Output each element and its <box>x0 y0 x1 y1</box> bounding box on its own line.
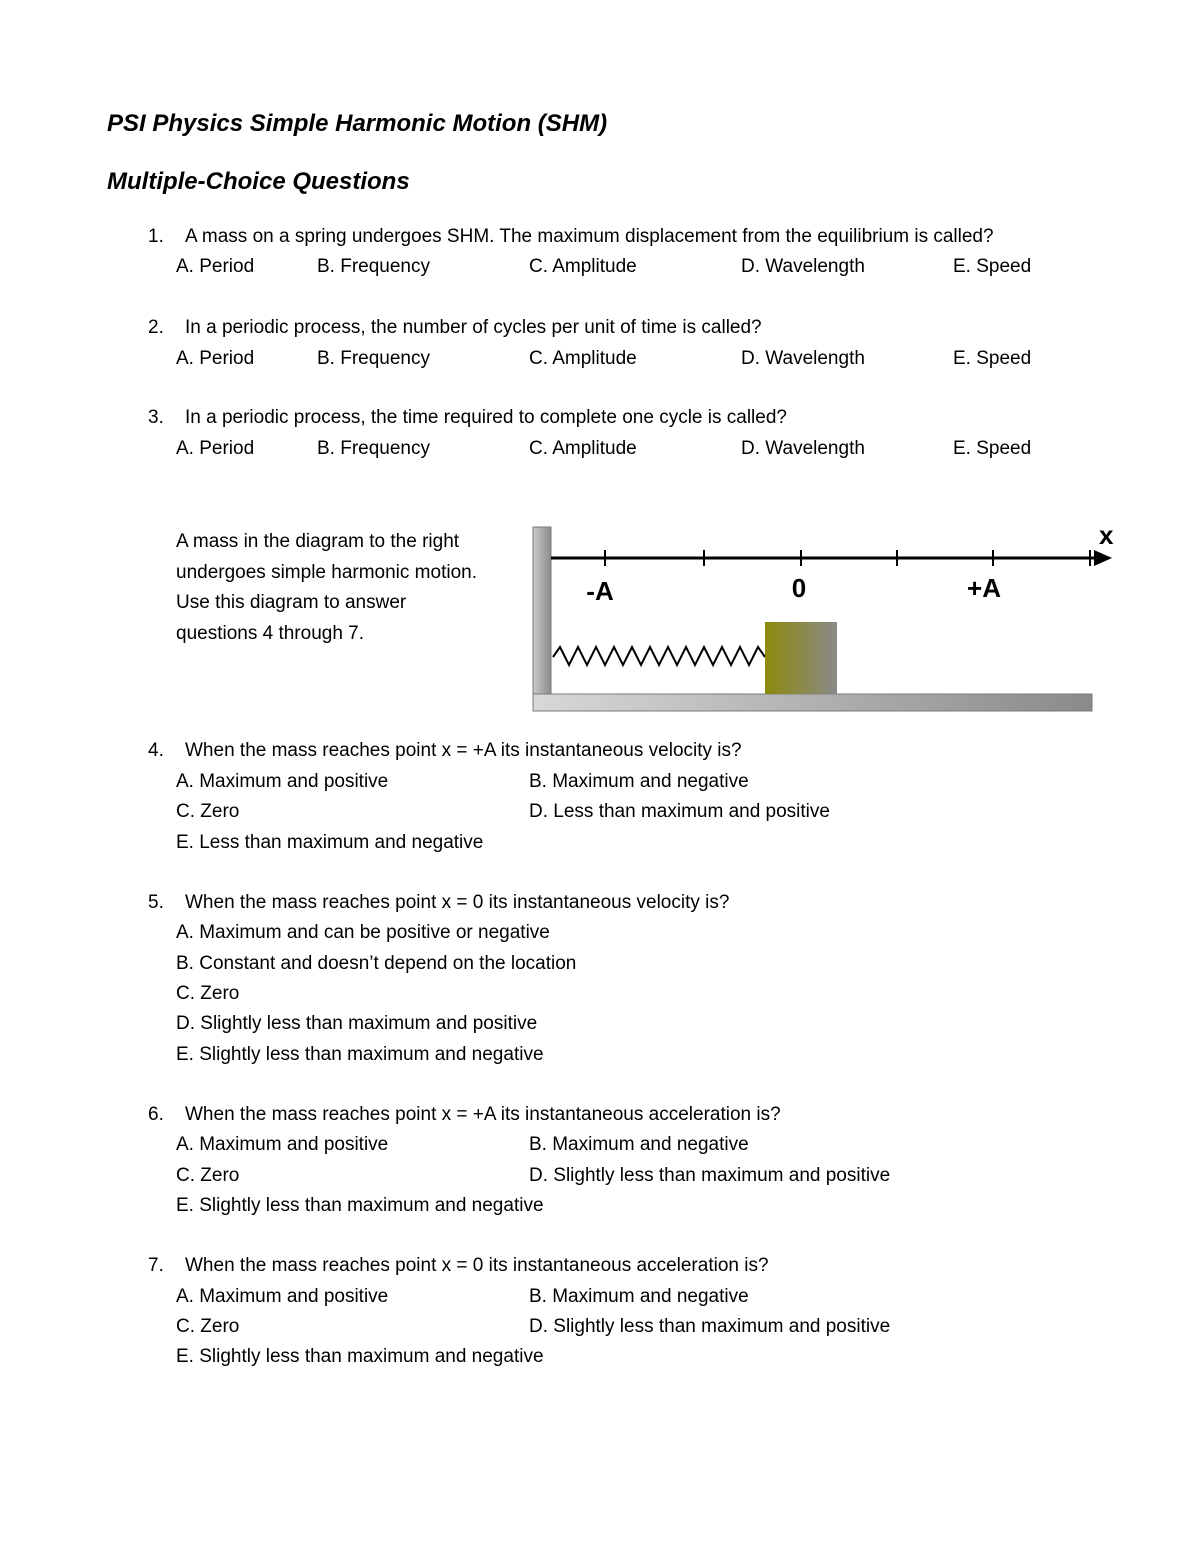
option-c: C. Zero <box>176 1316 240 1337</box>
label-minus-a: -A <box>586 576 614 606</box>
floor <box>533 694 1092 711</box>
option-b: B. Frequency <box>317 256 430 277</box>
option-b: B. Frequency <box>317 348 430 369</box>
section-title: Multiple-Choice Questions <box>107 168 410 195</box>
shm-diagram <box>530 520 1120 715</box>
mass-block <box>765 622 837 694</box>
question-text: In a periodic process, the time required to complete one cycle is called? <box>185 407 787 428</box>
option-e: E. Speed <box>953 348 1032 369</box>
option-d: D. Wavelength <box>741 438 865 459</box>
intro-line: Use this diagram to answer <box>176 592 407 613</box>
option-c: C. Zero <box>176 983 240 1004</box>
question-number: 2. <box>148 317 164 338</box>
option-c: C. Amplitude <box>529 438 637 459</box>
axis-label-x: x <box>1099 520 1114 550</box>
option-d: D. Wavelength <box>741 256 865 277</box>
question-number: 5. <box>148 892 164 913</box>
page-title: PSI Physics Simple Harmonic Motion (SHM) <box>107 110 608 137</box>
question-number: 6. <box>148 1104 164 1125</box>
question-number: 3. <box>148 407 164 428</box>
option-e: E. Speed <box>953 438 1032 459</box>
option-b: B. Maximum and negative <box>529 771 749 792</box>
x-axis-arrow <box>1094 550 1112 566</box>
intro-line: undergoes simple harmonic motion. <box>176 561 477 583</box>
option-e: E. Slightly less than maximum and negative <box>176 1044 544 1065</box>
option-c: C. Amplitude <box>529 256 637 277</box>
option-b: B. Maximum and negative <box>529 1286 749 1307</box>
option-b: B. Constant and doesn’t depend on the location <box>176 953 577 974</box>
question-text: When the mass reaches point x = 0 its instantaneous acceleration is? <box>185 1255 769 1276</box>
option-a: A. Period <box>176 438 255 459</box>
question-text: A mass on a spring undergoes SHM. The maximum displacement from the equilibrium is called? <box>185 226 994 247</box>
option-d: D. Slightly less than maximum and positive <box>529 1316 891 1337</box>
option-e: E. Slightly less than maximum and negative <box>176 1195 544 1216</box>
label-plus-a: +A <box>967 573 1001 603</box>
option-a: A. Period <box>176 348 255 369</box>
question-number: 7. <box>148 1255 164 1276</box>
option-b: B. Frequency <box>317 438 430 459</box>
option-e: E. Speed <box>953 256 1032 277</box>
option-d: D. Wavelength <box>741 348 865 369</box>
question-text: In a periodic process, the number of cycles per unit of time is called? <box>185 317 762 338</box>
label-zero: 0 <box>791 573 807 603</box>
option-e: E. Less than maximum and negative <box>176 832 484 853</box>
intro-line: questions 4 through 7. <box>176 622 365 644</box>
option-c: C. Amplitude <box>529 348 637 369</box>
spring <box>553 647 765 665</box>
option-d: D. Slightly less than maximum and positive <box>176 1013 538 1034</box>
option-a: A. Maximum and positive <box>176 1286 389 1307</box>
question-text: When the mass reaches point x = +A its instantaneous acceleration is? <box>185 1104 781 1125</box>
intro-line: A mass in the diagram to the right <box>176 531 460 552</box>
option-e: E. Slightly less than maximum and negative <box>176 1346 544 1367</box>
option-a: A. Maximum and can be positive or negative <box>176 922 550 943</box>
question-text: When the mass reaches point x = 0 its instantaneous velocity is? <box>185 892 730 913</box>
option-c: C. Zero <box>176 1165 240 1186</box>
question-number: 4. <box>148 740 164 761</box>
option-a: A. Maximum and positive <box>176 1134 389 1155</box>
option-d: D. Less than maximum and positive <box>529 801 830 822</box>
diagram-intro <box>176 527 516 649</box>
option-b: B. Maximum and negative <box>529 1134 749 1155</box>
question-text: When the mass reaches point x = +A its instantaneous velocity is? <box>185 740 742 761</box>
option-c: C. Zero <box>176 801 240 822</box>
question-number: 1. <box>148 226 164 247</box>
option-d: D. Slightly less than maximum and positive <box>529 1165 891 1186</box>
wall <box>533 527 551 694</box>
option-a: A. Period <box>176 256 255 277</box>
option-a: A. Maximum and positive <box>176 771 389 792</box>
